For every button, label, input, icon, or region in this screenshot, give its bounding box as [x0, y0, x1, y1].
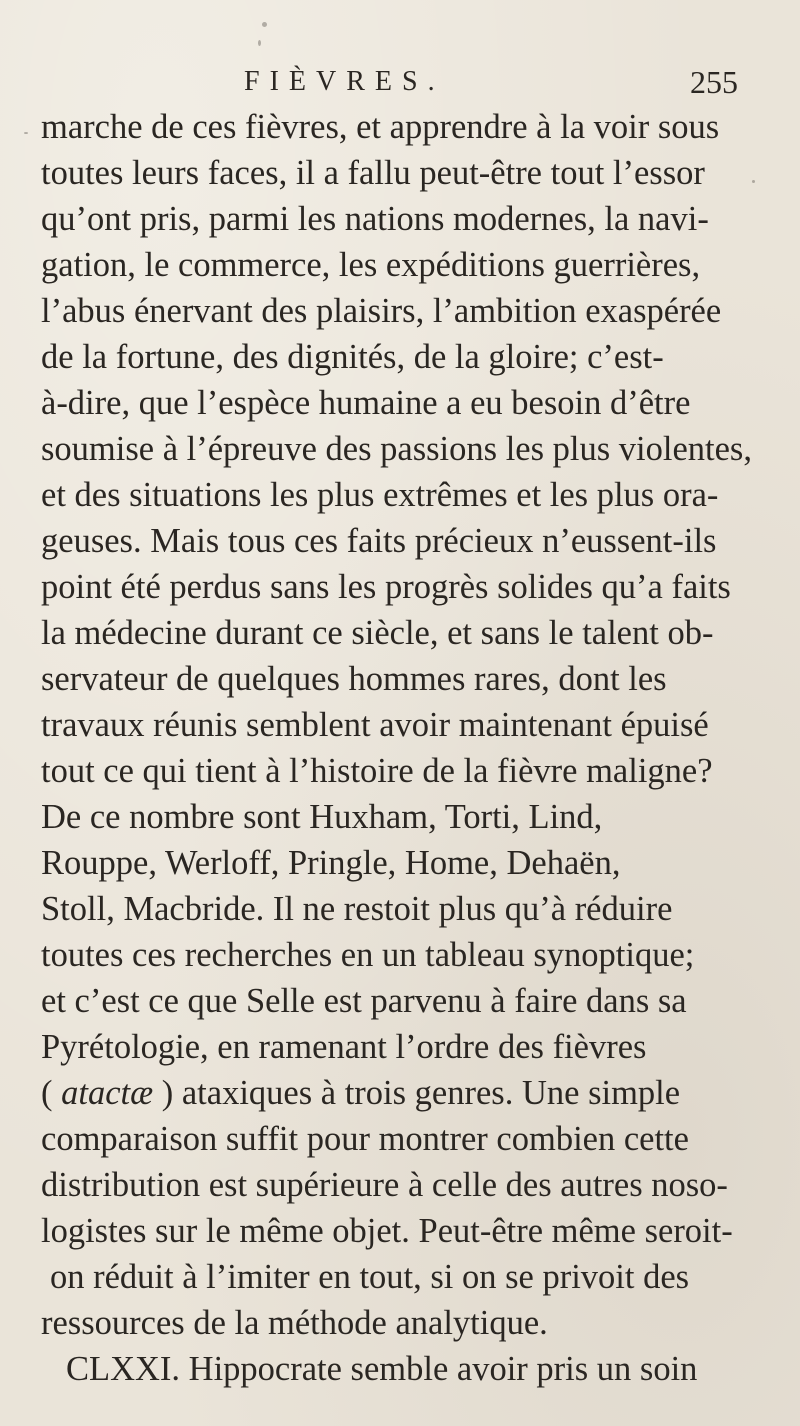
text-line: la médecine durant ce siècle, et sans le talent ob-: [41, 614, 714, 652]
running-title: FIÈVRES.: [244, 66, 445, 97]
text-line: et c’est ce que Selle est parvenu à faire dans sa: [41, 982, 687, 1020]
latin-term: atactæ: [61, 1074, 154, 1112]
text-line: à-dire, que l’espèce humaine a eu besoin d’être: [41, 384, 691, 422]
text-line: tout ce qui tient à l’histoire de la fièvre maligne?: [41, 752, 713, 790]
text-line: l’abus énervant des plaisirs, l’ambition exaspérée: [41, 292, 722, 330]
text-line: point été perdus sans les progrès solides qu’a faits: [41, 568, 731, 606]
paper-speck: [262, 22, 267, 27]
text-line: soumise à l’épreuve des passions les plus violentes,: [41, 430, 752, 468]
text-line: de la fortune, des dignités, de la gloire; c’est-: [41, 338, 664, 376]
paper-speck: [258, 40, 261, 46]
text-line: logistes sur le même objet. Peut-être même seroit-: [41, 1212, 733, 1250]
paren-open: (: [41, 1074, 62, 1112]
text-line: comparaison suffit pour montrer combien cette: [41, 1120, 689, 1158]
text-line: Stoll, Macbride. Il ne restoit plus qu’à réduire: [41, 890, 673, 928]
text-line: on réduit à l’imiter en tout, si on se privoit des: [50, 1258, 690, 1296]
text-line: gation, le commerce, les expéditions guerrières,: [41, 246, 701, 284]
section-start-line: CLXXI. Hippocrate semble avoir pris un soin: [66, 1350, 698, 1388]
text-line: toutes ces recherches en un tableau synoptique;: [41, 936, 695, 974]
line-rest: ) ataxiques à trois genres. Une simple: [153, 1074, 681, 1112]
text-line: servateur de quelques hommes rares, dont les: [41, 660, 667, 698]
paper-speck: [752, 180, 755, 183]
text-line: distribution est supérieure à celle des autres noso-: [41, 1166, 728, 1204]
text-line-atactae: [36, 1070, 771, 1116]
body-text: [36, 104, 771, 1392]
text-line: geuses. Mais tous ces faits précieux n’eussent-ils: [41, 522, 717, 560]
text-line: ressources de la méthode analytique.: [41, 1304, 548, 1342]
text-line: qu’ont pris, parmi les nations modernes, la navi-: [41, 200, 709, 238]
text-line: Pyrétologie, en ramenant l’ordre des fièvres: [41, 1028, 647, 1066]
paper-speck: [24, 132, 28, 134]
text-line: marche de ces fièvres, et apprendre à la voir sous: [41, 108, 720, 146]
text-line: et des situations les plus extrêmes et les plus ora-: [41, 476, 719, 514]
text-line: toutes leurs faces, il a fallu peut-être tout l’essor: [41, 154, 705, 192]
running-head: [0, 56, 800, 106]
text-line: Rouppe, Werloff, Pringle, Home, Dehaën,: [41, 844, 621, 882]
text-line: De ce nombre sont Huxham, Torti, Lind,: [41, 798, 603, 836]
page-number: 255: [690, 64, 738, 100]
text-line: travaux réunis semblent avoir maintenant épuisé: [41, 706, 709, 744]
